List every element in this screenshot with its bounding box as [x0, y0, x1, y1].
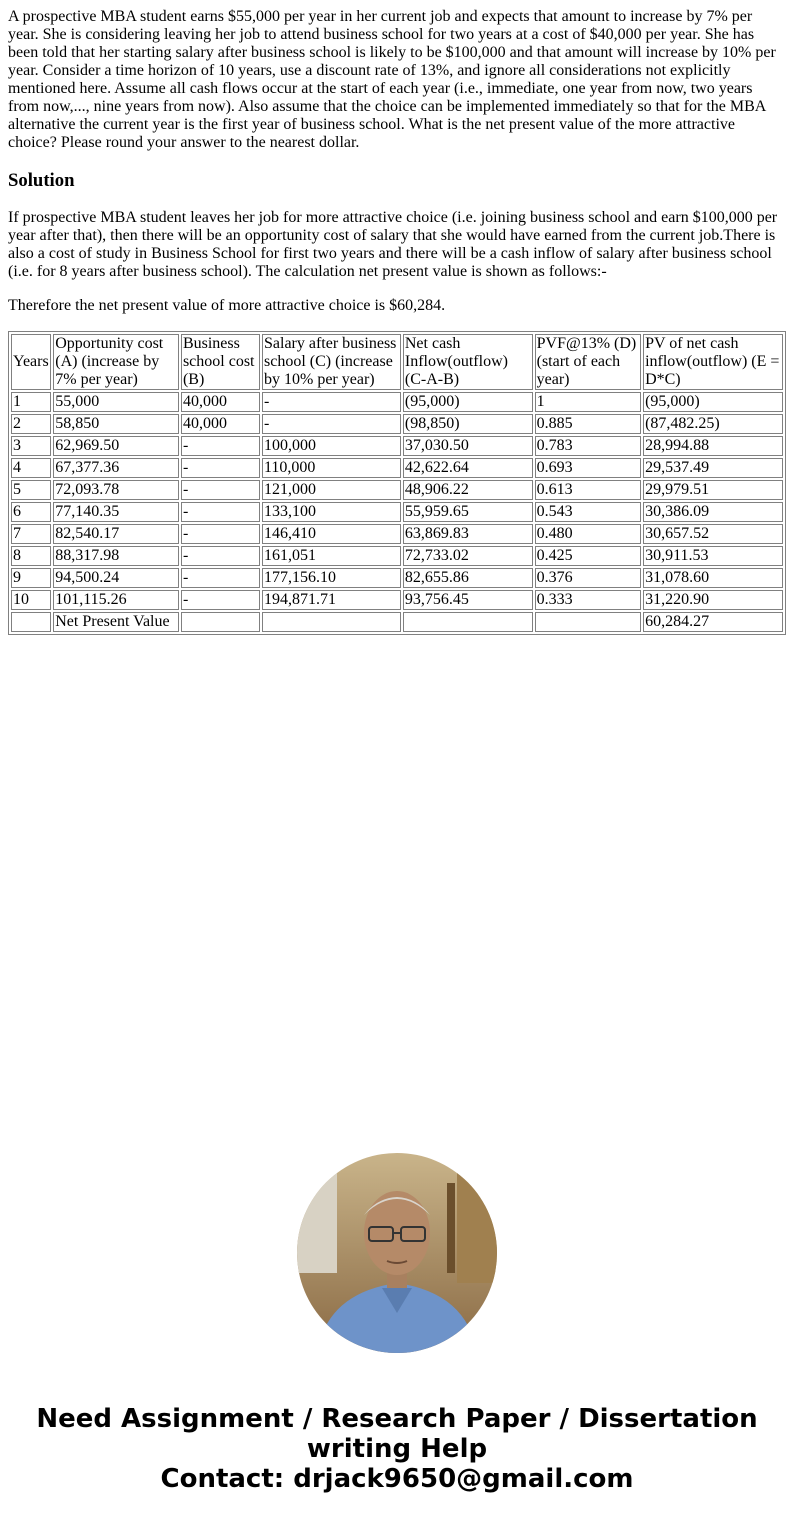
- table-cell: -: [262, 414, 401, 434]
- table-cell: (98,850): [403, 414, 533, 434]
- header-cell: Opportunity cost (A) (increase by 7% per year): [53, 334, 179, 390]
- table-cell: -: [181, 524, 260, 544]
- table-cell: 1: [535, 392, 641, 412]
- table-cell: 63,869.83: [403, 524, 533, 544]
- table-cell: 77,140.35: [53, 502, 179, 522]
- table-cell: 194,871.71: [262, 590, 401, 610]
- table-cell: 58,850: [53, 414, 179, 434]
- table-cell: 121,000: [262, 480, 401, 500]
- table-cell: 29,537.49: [643, 458, 783, 478]
- table-cell: 72,093.78: [53, 480, 179, 500]
- footer-line-3: Contact: drjack9650@gmail.com: [160, 1464, 634, 1494]
- table-row: [11, 480, 783, 500]
- table-row: [11, 590, 783, 610]
- table-cell: 29,979.51: [643, 480, 783, 500]
- table-cell: 30,657.52: [643, 524, 783, 544]
- table-cell: -: [262, 392, 401, 412]
- table-cell: -: [181, 458, 260, 478]
- table-cell: 177,156.10: [262, 568, 401, 588]
- conclusion-text: Therefore the net present value of more attractive choice is $60,284.: [8, 297, 446, 314]
- table-cell: Net Present Value: [53, 612, 179, 632]
- table-cell: 0.693: [535, 458, 641, 478]
- solution-heading: Solution: [8, 170, 75, 191]
- table-row: [11, 502, 783, 522]
- table-cell: 30,386.09: [643, 502, 783, 522]
- table-cell: 55,000: [53, 392, 179, 412]
- table-cell: 37,030.50: [403, 436, 533, 456]
- table-cell: 133,100: [262, 502, 401, 522]
- table-cell: 40,000: [181, 414, 260, 434]
- table-cell: 62,969.50: [53, 436, 179, 456]
- table-cell: 0.543: [535, 502, 641, 522]
- author-photo: [297, 1153, 497, 1353]
- table-cell: 100,000: [262, 436, 401, 456]
- table-cell: 82,655.86: [403, 568, 533, 588]
- table-cell: 72,733.02: [403, 546, 533, 566]
- table-row: [11, 546, 783, 566]
- table-cell: -: [181, 480, 260, 500]
- table-cell: [535, 612, 641, 632]
- footer-line-2: writing Help: [306, 1434, 488, 1464]
- table-cell: 31,078.60: [643, 568, 783, 588]
- header-cell: PV of net cash inflow(outflow) (E = D*C): [643, 334, 783, 390]
- table-cell: 2: [11, 414, 51, 434]
- table-cell: 30,911.53: [643, 546, 783, 566]
- table-row: [11, 436, 783, 456]
- table-cell: 55,959.65: [403, 502, 533, 522]
- table-cell: (87,482.25): [643, 414, 783, 434]
- table-cell: -: [181, 590, 260, 610]
- table-cell: 8: [11, 546, 51, 566]
- table-cell: 10: [11, 590, 51, 610]
- document-body: [0, 0, 794, 635]
- header-cell: Years: [11, 334, 51, 390]
- header-cell: PVF@13% (D) (start of each year): [535, 334, 641, 390]
- table-cell: -: [181, 568, 260, 588]
- table-cell: (95,000): [643, 392, 783, 412]
- table-header-row: [11, 334, 783, 390]
- footer-line-1: Need Assignment / Research Paper / Dissertation: [36, 1404, 758, 1434]
- table-row: [11, 568, 783, 588]
- table-row: [11, 612, 783, 632]
- table-cell: -: [181, 502, 260, 522]
- table-cell: 0.425: [535, 546, 641, 566]
- table-cell: [262, 612, 401, 632]
- table-cell: 1: [11, 392, 51, 412]
- table-cell: 48,906.22: [403, 480, 533, 500]
- header-cell: Business school cost (B): [181, 334, 260, 390]
- table-cell: 6: [11, 502, 51, 522]
- footer-ad: [0, 1404, 794, 1494]
- table-cell: 0.613: [535, 480, 641, 500]
- table-cell: 28,994.88: [643, 436, 783, 456]
- table-cell: [11, 612, 51, 632]
- question-text: A prospective MBA student earns $55,000 per year in her current job and expects that amount to increase by 7% per year. She is considering leaving her job to attend business school for two years at a cost of $40,000 per year. She has been told that her starting salary after business school is likely to be $100,000 and that amount will increase by 10% per year. Consider a time horizon of 10 years, use a discount rate of 13%, and ignore all considerations not explicitly mentioned here. Assume all cash flows occur at the start of each year (i.e., immediate, one year from now, two years from now,..., nine years from now). Also assume that the choice can be implemented immediately so that for the MBA alternative the current year is the first year of business school. What is the net present value of the more attractive choice? Please round your answer to the nearest dollar.: [8, 8, 776, 151]
- header-cell: Salary after business school (C) (increase by 10% per year): [262, 334, 401, 390]
- table-cell: 42,622.64: [403, 458, 533, 478]
- explanation-text: If prospective MBA student leaves her job for more attractive choice (i.e. joining business school and earn $100,000 per year after that), then there will be an opportunity cost of salary that she would have earned from the current job.There is also a cost of study in Business School for first two years and there will be a cash inflow of salary after business school (i.e. for 8 years after business school). The calculation net present value is shown as follows:-: [8, 209, 778, 280]
- table-cell: 93,756.45: [403, 590, 533, 610]
- table-cell: 88,317.98: [53, 546, 179, 566]
- table-cell: 9: [11, 568, 51, 588]
- table-cell: 0.480: [535, 524, 641, 544]
- table-cell: 161,051: [262, 546, 401, 566]
- table-cell: 4: [11, 458, 51, 478]
- table-cell: 0.333: [535, 590, 641, 610]
- table-cell: -: [181, 436, 260, 456]
- table-cell: 60,284.27: [643, 612, 783, 632]
- table-cell: 0.783: [535, 436, 641, 456]
- table-cell: 101,115.26: [53, 590, 179, 610]
- table-row: [11, 524, 783, 544]
- table-cell: 7: [11, 524, 51, 544]
- npv-table: [8, 331, 786, 635]
- npv-table-body: [11, 334, 783, 632]
- table-cell: 67,377.36: [53, 458, 179, 478]
- header-cell: Net cash Inflow(outflow) (C-A-B): [403, 334, 533, 390]
- table-cell: 146,410: [262, 524, 401, 544]
- table-cell: -: [181, 546, 260, 566]
- table-cell: 0.376: [535, 568, 641, 588]
- table-cell: (95,000): [403, 392, 533, 412]
- table-cell: [181, 612, 260, 632]
- author-photo-graphic: [297, 1153, 497, 1353]
- table-cell: 31,220.90: [643, 590, 783, 610]
- table-row: [11, 392, 783, 412]
- table-cell: 0.885: [535, 414, 641, 434]
- table-cell: 5: [11, 480, 51, 500]
- table-cell: 110,000: [262, 458, 401, 478]
- table-row: [11, 458, 783, 478]
- table-cell: 94,500.24: [53, 568, 179, 588]
- table-cell: 3: [11, 436, 51, 456]
- table-row: [11, 414, 783, 434]
- table-cell: 40,000: [181, 392, 260, 412]
- table-cell: [403, 612, 533, 632]
- table-cell: 82,540.17: [53, 524, 179, 544]
